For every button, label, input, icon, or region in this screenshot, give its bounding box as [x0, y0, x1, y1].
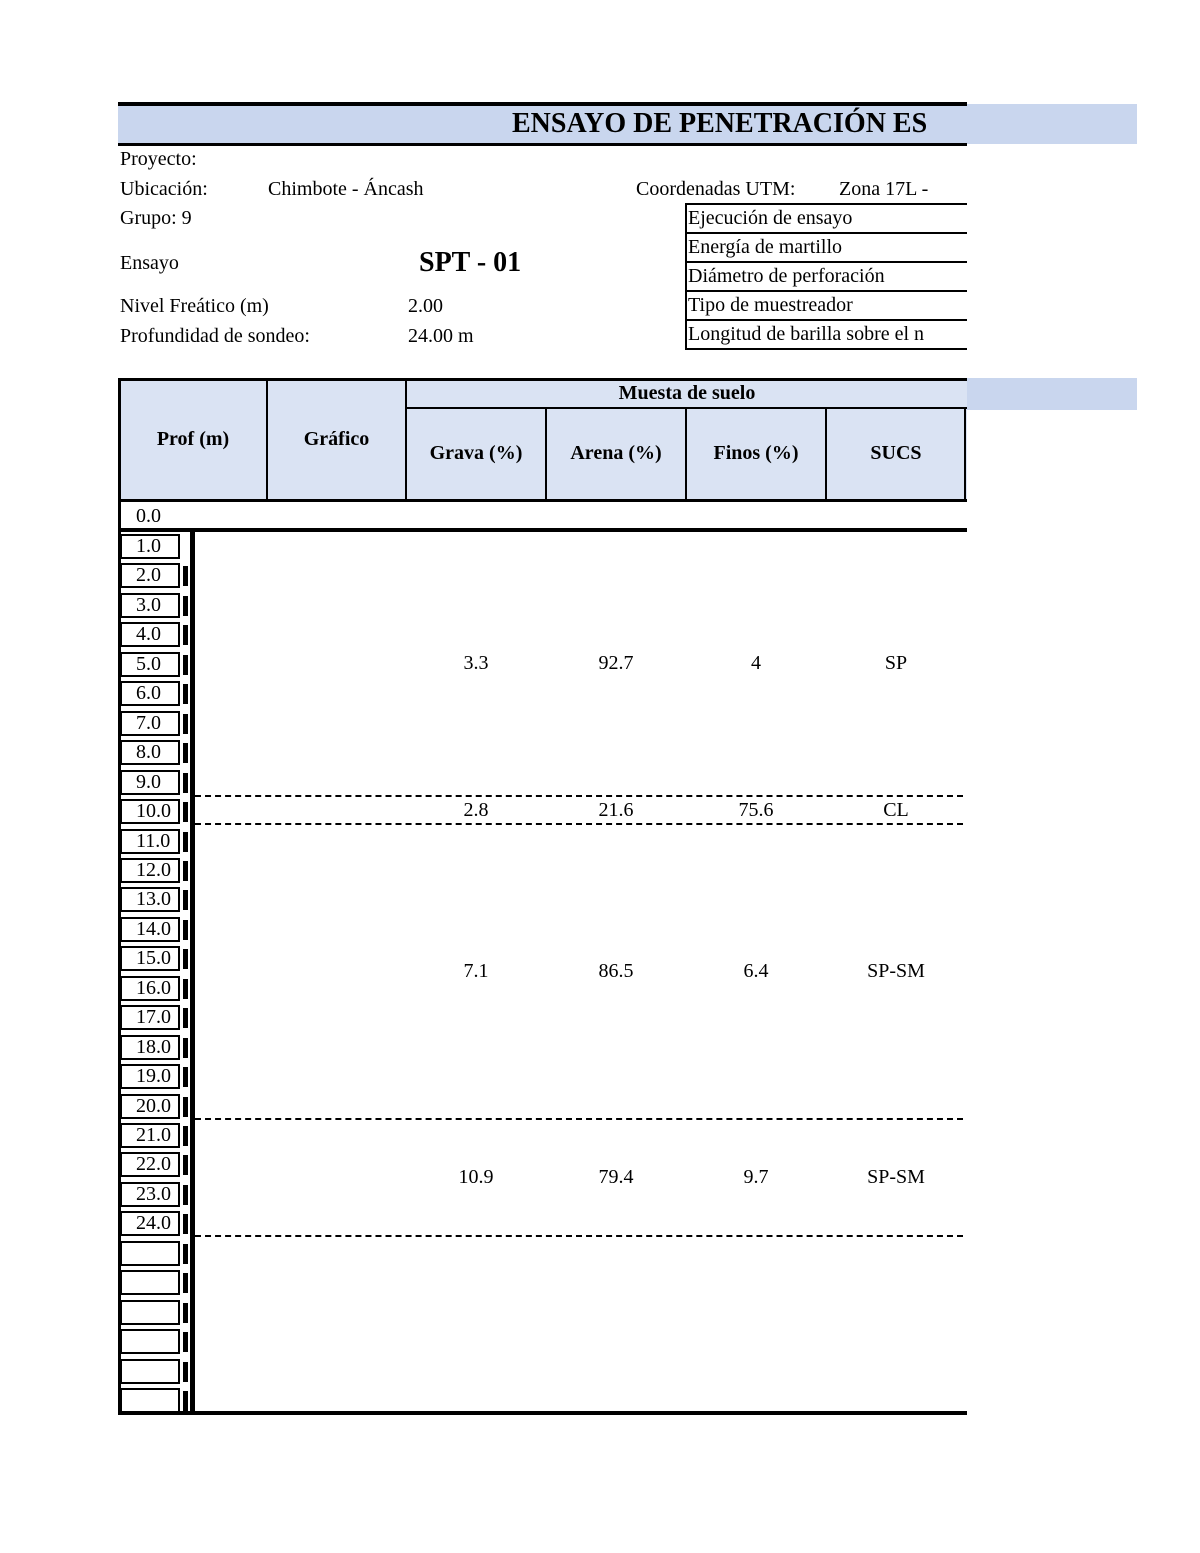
sample-3-grava: 7.1	[463, 960, 489, 982]
sample-3-arena: 86.5	[598, 960, 634, 982]
info-row-energia: Energía de martillo	[685, 232, 967, 261]
depth-tick-bar	[183, 1214, 188, 1234]
depth-label-16: 16.0	[120, 976, 180, 1001]
depth-tick-bar	[183, 1155, 188, 1175]
depth-tick-bar	[183, 566, 188, 586]
depth-tick-bar	[183, 714, 188, 734]
sample-2-arena: 21.6	[598, 799, 634, 821]
layer-boundary	[195, 795, 963, 797]
depth-tick-bar	[183, 949, 188, 969]
depth-tick-bar	[183, 743, 188, 763]
sample-2-grava: 2.8	[463, 799, 489, 821]
depth-tick-bar	[183, 1097, 188, 1117]
sample-2-sucs: CL	[883, 799, 909, 821]
depth-label-11: 11.0	[120, 829, 180, 854]
depth-label-23: 23.0	[120, 1182, 180, 1207]
depth-label-1: 1.0	[120, 534, 180, 559]
title-area	[118, 104, 967, 144]
header-arena: Arena (%)	[570, 442, 662, 464]
depth-tick-bar	[183, 920, 188, 940]
depth-label-24: 24.0	[120, 1211, 180, 1236]
depth-label-22: 22.0	[120, 1152, 180, 1177]
depth-label-21: 21.0	[120, 1123, 180, 1148]
ensayo-value: SPT - 01	[419, 247, 522, 278]
profundidad-value: 24.00 m	[408, 325, 474, 347]
log-top-border	[118, 528, 967, 532]
info-row-muestreador: Tipo de muestreador	[685, 290, 967, 319]
depth-label-12: 12.0	[120, 858, 180, 883]
proyecto-label: Proyecto:	[120, 148, 197, 170]
depth-tick-bar	[183, 1362, 188, 1382]
depth-label-26	[120, 1270, 180, 1295]
depth-label-29	[120, 1359, 180, 1384]
depth-tick-bar	[183, 832, 188, 852]
depth-label-17: 17.0	[120, 1005, 180, 1030]
ubicacion-value: Chimbote - Áncash	[268, 178, 424, 200]
sample-3-finos: 6.4	[743, 960, 769, 982]
depth-label-0: 0.0	[136, 505, 161, 527]
depth-label-28	[120, 1329, 180, 1354]
page-title: ENSAYO DE PENETRACIÓN ES	[512, 108, 928, 139]
layer-boundary	[195, 1118, 963, 1120]
sample-4-finos: 9.7	[743, 1166, 769, 1188]
profundidad-label: Profundidad de sondeo:	[120, 325, 310, 347]
depth-tick-bar	[183, 655, 188, 675]
header-grafico: Gráfico	[303, 428, 370, 450]
depth-label-6: 6.0	[120, 681, 180, 706]
sample-3-sucs: SP-SM	[867, 960, 925, 982]
sample-1-sucs: SP	[884, 652, 908, 674]
title-bottom-border	[118, 143, 967, 146]
header-grava: Grava (%)	[429, 442, 523, 464]
header-prof: Prof (m)	[156, 428, 230, 450]
depth-tick-bar	[183, 802, 188, 822]
depth-tick-bar	[183, 1303, 188, 1323]
grupo-label: Grupo: 9	[120, 207, 192, 229]
layer-boundary	[195, 1235, 963, 1237]
depth-tick-bar	[183, 684, 188, 704]
sample-4-grava: 10.9	[458, 1166, 494, 1188]
depth-label-19: 19.0	[120, 1064, 180, 1089]
depth-label-5: 5.0	[120, 652, 180, 677]
nivel-freatico-value: 2.00	[408, 295, 443, 317]
sample-1-finos: 4	[751, 652, 761, 674]
header-sucs: SUCS	[870, 442, 922, 464]
depth-tick-bar	[183, 861, 188, 881]
depth-tick-bar	[183, 1038, 188, 1058]
depth-label-15: 15.0	[120, 946, 180, 971]
test-info-box	[685, 203, 967, 350]
coordenadas-label: Coordenadas UTM:	[636, 178, 796, 200]
depth-label-30	[120, 1388, 180, 1413]
depth-label-13: 13.0	[120, 887, 180, 912]
depth-tick-bar	[183, 1244, 188, 1264]
depth-tick-bar	[183, 979, 188, 999]
depth-tick-bar	[183, 625, 188, 645]
graphic-column-border	[190, 530, 195, 1414]
depth-tick-bar	[183, 773, 188, 793]
depth-label-2: 2.0	[120, 563, 180, 588]
depth-label-25	[120, 1241, 180, 1266]
info-box-bottom-border	[685, 348, 967, 350]
layer-boundary	[195, 823, 963, 825]
depth-tick-bar	[183, 890, 188, 910]
row-left-border	[118, 502, 121, 530]
header-muestra: Muesta de suelo	[618, 382, 756, 404]
header-bottom-border	[118, 499, 967, 502]
ubicacion-label: Ubicación:	[120, 178, 208, 200]
log-bottom-border	[118, 1411, 967, 1415]
depth-label-8: 8.0	[120, 740, 180, 765]
depth-tick-bar	[183, 1126, 188, 1146]
depth-tick-bar	[183, 1185, 188, 1205]
info-row-diametro: Diámetro de perforación	[685, 261, 967, 290]
depth-label-14: 14.0	[120, 917, 180, 942]
sample-2-finos: 75.6	[738, 799, 774, 821]
sample-1-arena: 92.7	[598, 652, 634, 674]
depth-label-10: 10.0	[120, 799, 180, 824]
ensayo-label: Ensayo	[120, 252, 179, 274]
depth-label-9: 9.0	[120, 770, 180, 795]
depth-label-20: 20.0	[120, 1094, 180, 1119]
depth-tick-bar	[183, 1332, 188, 1352]
sample-4-sucs: SP-SM	[867, 1166, 925, 1188]
depth-label-3: 3.0	[120, 593, 180, 618]
depth-tick-bar	[183, 1391, 188, 1411]
coordenadas-value: Zona 17L -	[839, 178, 929, 200]
info-row-ejecucion: Ejecución de ensayo	[685, 203, 967, 232]
header-finos: Finos (%)	[713, 442, 799, 464]
depth-tick-bar	[183, 1008, 188, 1028]
header-top-border	[118, 378, 967, 381]
sample-1-grava: 3.3	[463, 652, 489, 674]
sample-4-arena: 79.4	[598, 1166, 634, 1188]
depth-tick-bar	[183, 1273, 188, 1293]
depth-label-18: 18.0	[120, 1035, 180, 1060]
depth-label-7: 7.0	[120, 711, 180, 736]
depth-tick-bar	[183, 596, 188, 616]
info-row-longitud: Longitud de barilla sobre el n	[685, 319, 967, 348]
depth-label-4: 4.0	[120, 622, 180, 647]
depth-label-27	[120, 1300, 180, 1325]
depth-tick-bar	[183, 1067, 188, 1087]
nivel-freatico-label: Nivel Freático (m)	[120, 295, 269, 317]
